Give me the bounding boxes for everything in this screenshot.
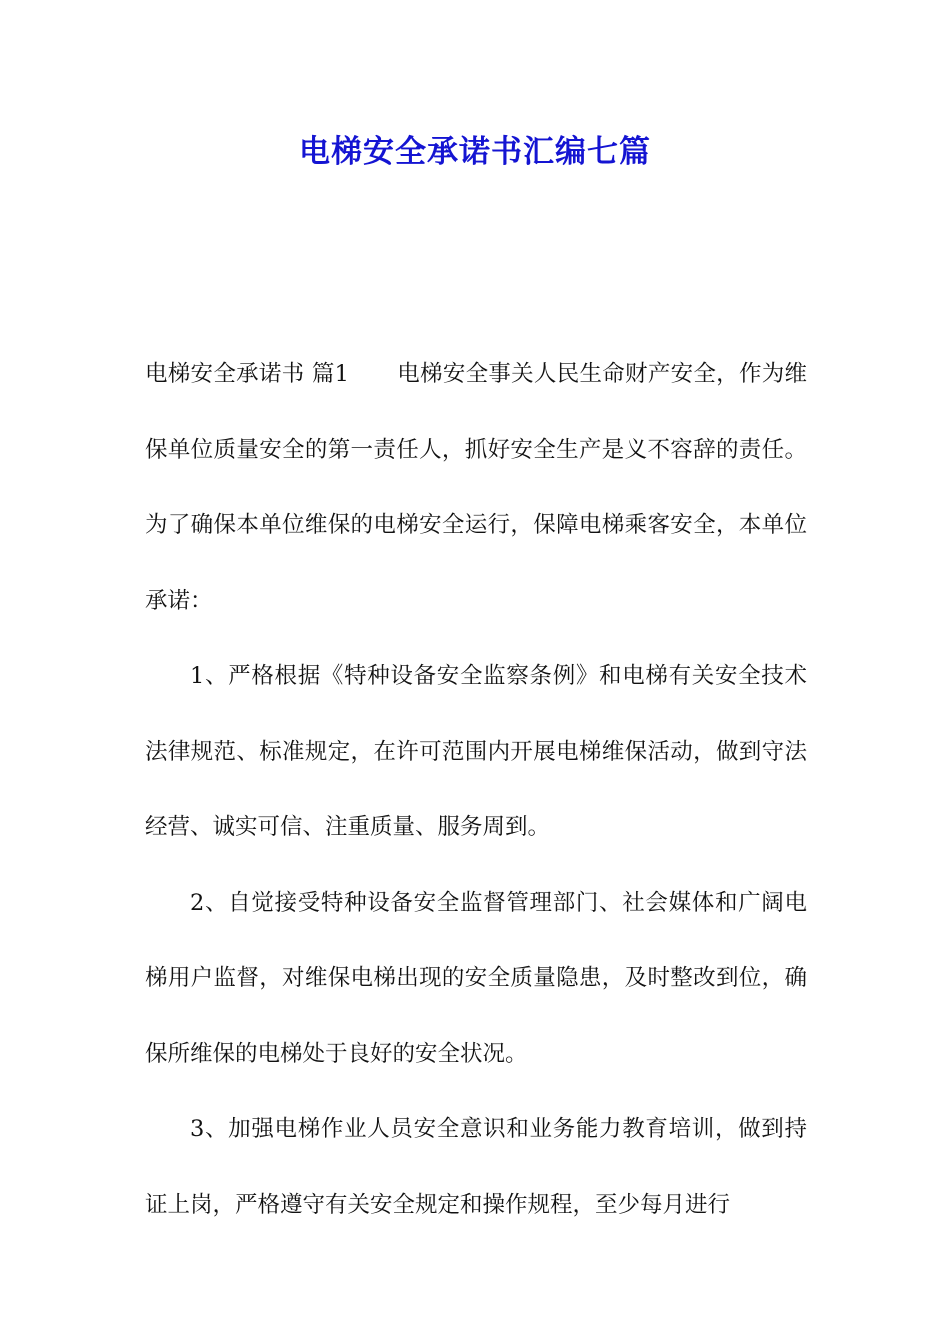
paragraph-text: 电梯安全事关人民生命财产安全，作为维保单位质量安全的第一责任人，抓好安全生产是义不容辞的责任。为了确保本单位维保的电梯安全运行，保障电梯乘客安全，本单位承诺：: [145, 361, 807, 614]
paragraph-item-1: 1、严格根据《特种设备安全监察条例》和电梯有关安全技术法律规范、标准规定，在许可范围内开展电梯维保活动，做到守法经营、诚实可信、注重质量、服务周到。: [145, 663, 807, 840]
paragraph-intro: [145, 337, 807, 639]
document-title: 电梯安全承诺书汇编七篇: [299, 134, 651, 170]
paragraph-item-2: 2、自觉接受特种设备安全监督管理部门、社会媒体和广阔电梯用户监督，对维保电梯出现的安全质量隐患，及时整改到位，确保所维保的电梯处于良好的安全状况。: [145, 889, 807, 1067]
paragraph-item-3: 3、加强电梯作业人员安全意识和业务能力教育培训，做到持证上岗，严格遵守有关安全规定和操作规程，至少每月进行: [145, 1116, 807, 1218]
section-heading: 电梯安全承诺书 篇1: [145, 361, 349, 387]
document-body: [145, 337, 807, 1243]
